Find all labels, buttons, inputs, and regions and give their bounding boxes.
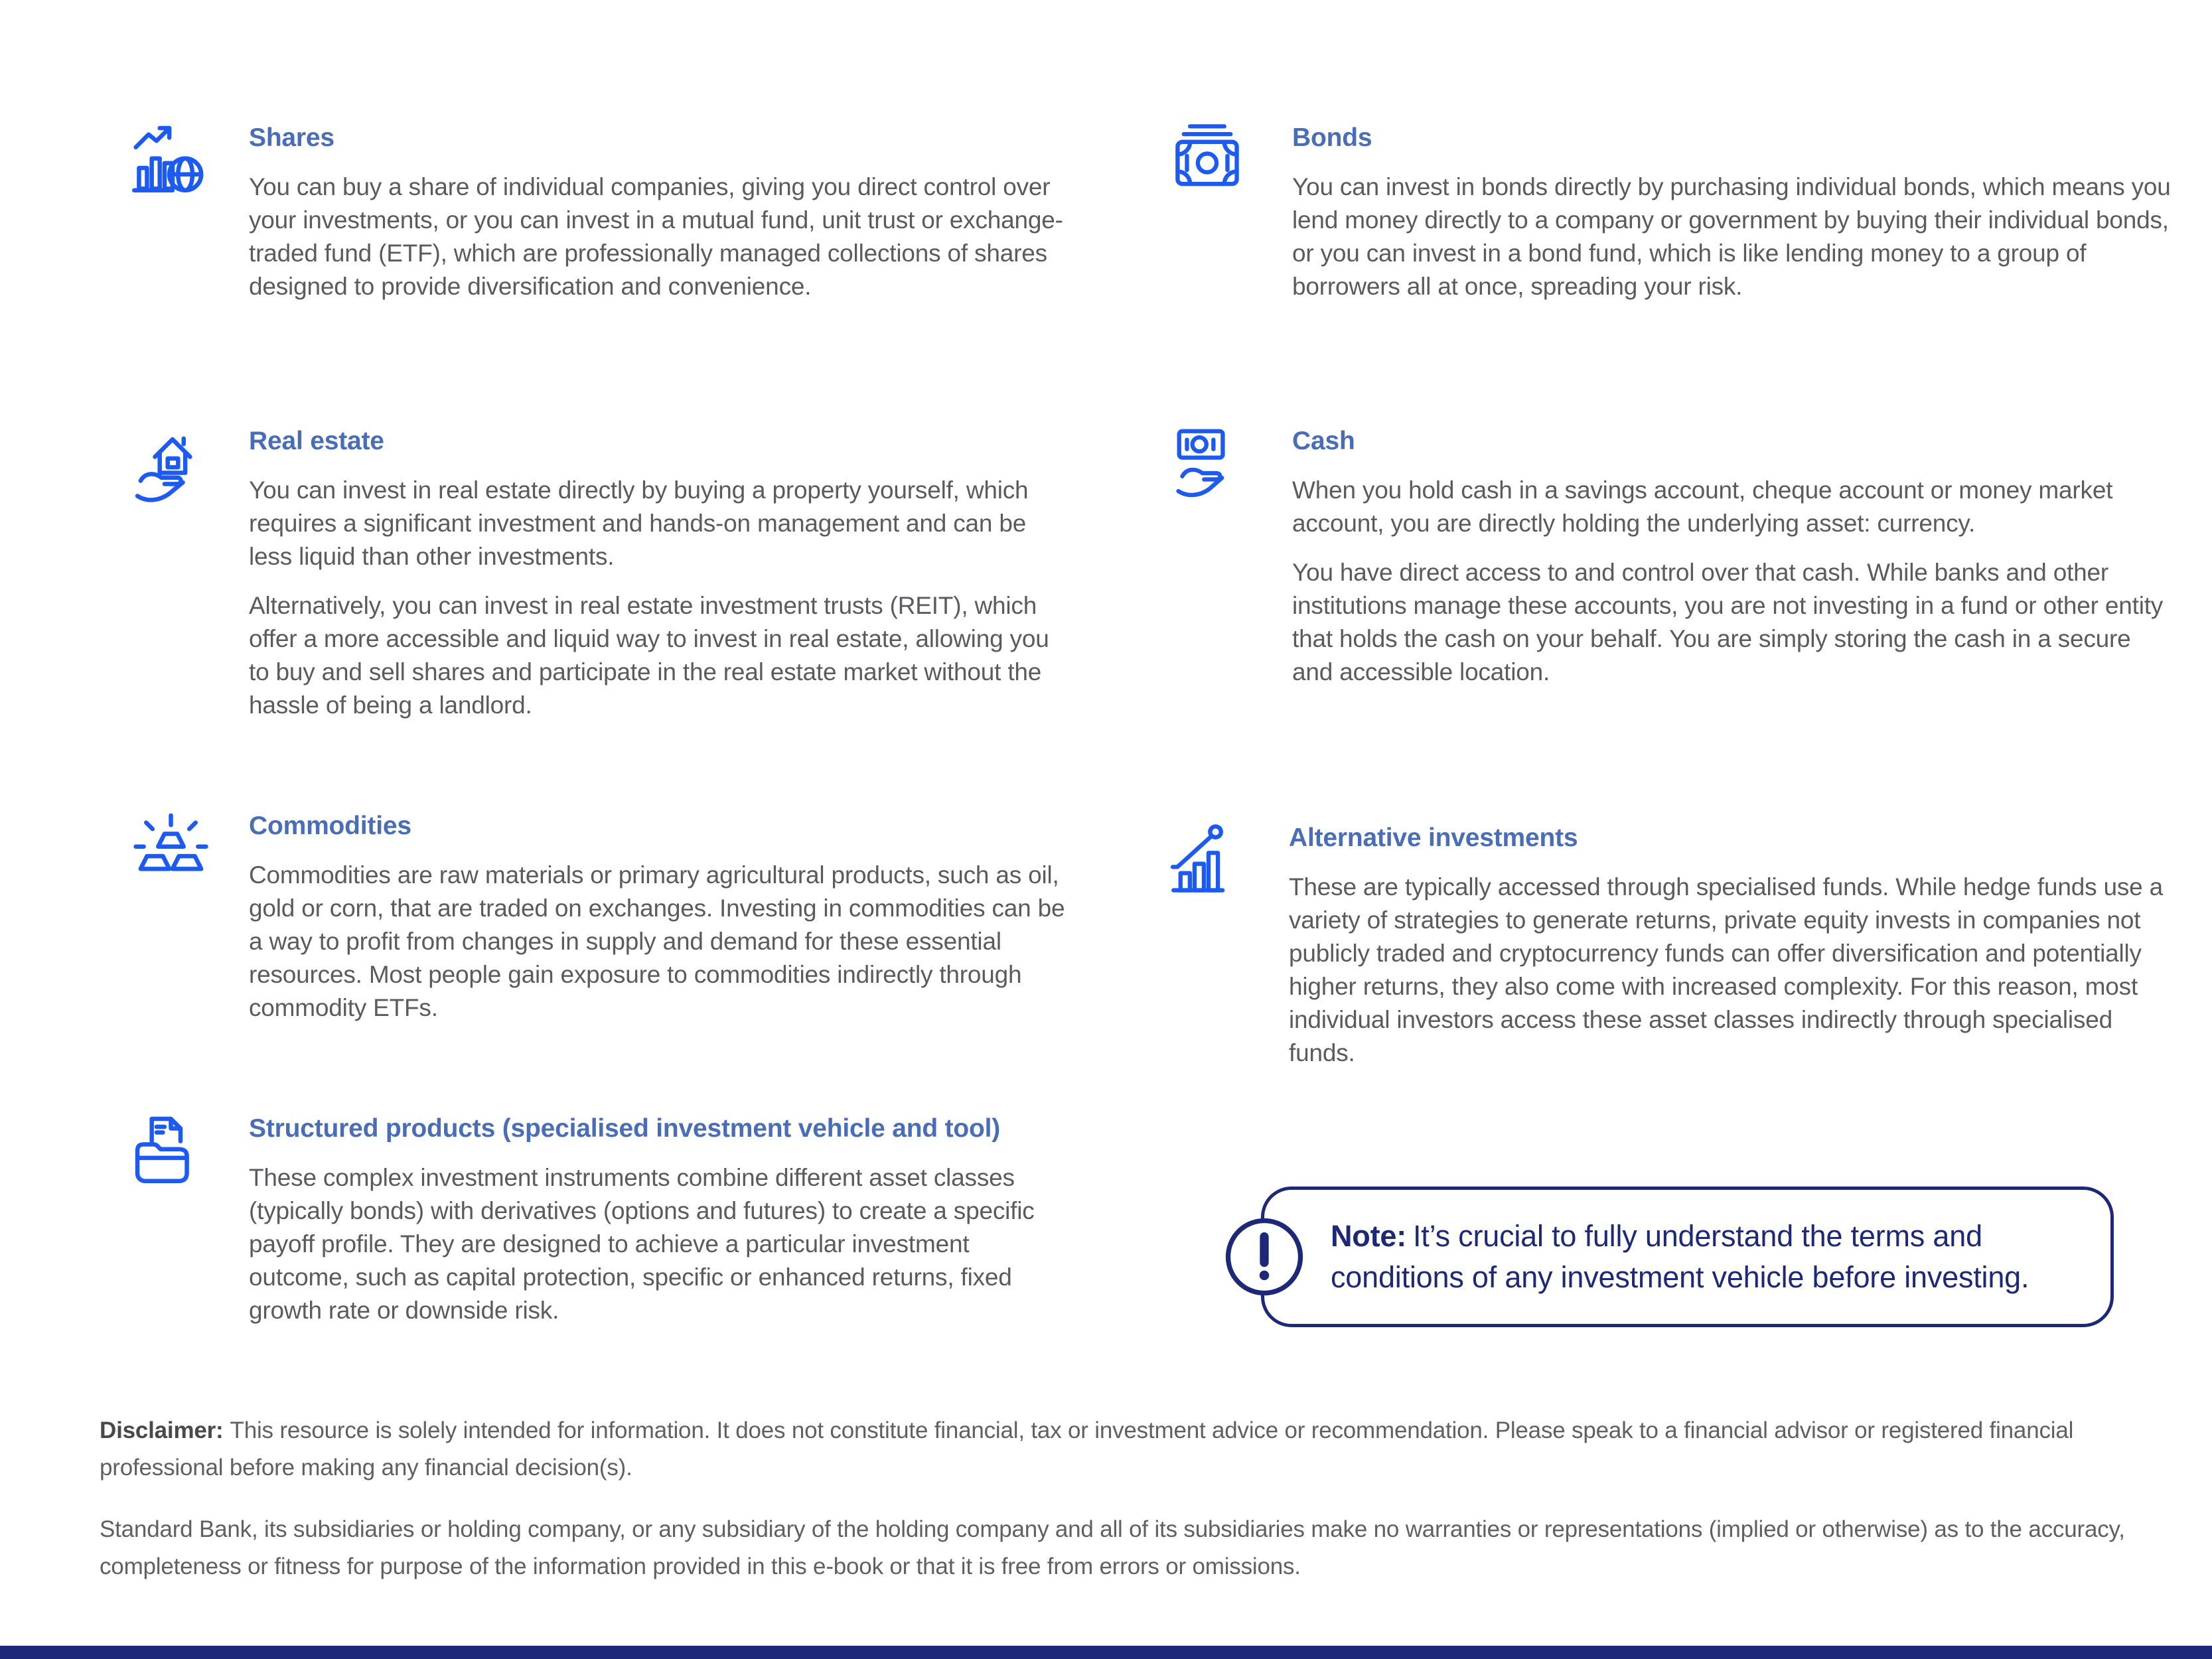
section-paragraph: You can invest in bonds directly by purchasing individual bonds, which means you lend money directly to a company or government by buying their individual bonds, or you can invest in a bond fund, which is like lending money to a group of borrowers all at once, spreading your risk. bbox=[1292, 173, 2171, 300]
section-title: Commodities bbox=[249, 812, 411, 840]
note-callout bbox=[1261, 1187, 2114, 1327]
gold-bars-icon bbox=[129, 808, 212, 891]
footer-bar bbox=[0, 1646, 2212, 1659]
disclaimer-label: Disclaimer: bbox=[100, 1417, 224, 1443]
exclamation-circle-icon bbox=[1222, 1215, 1306, 1299]
banknote-stack-icon bbox=[1171, 120, 1252, 201]
house-in-hand-icon bbox=[129, 423, 212, 506]
section-commodities bbox=[129, 811, 1098, 1025]
section-paragraph: These are typically accessed through specialised funds. While hedge funds use a variety of strategies to generate returns, private equity invests in companies not publicly traded and cryptocurrency funds can offer diversification and potentially higher returns, they also come with increased complexity. For this reason, most individual investors access these asset classes indirectly through specialised funds. bbox=[1289, 873, 2163, 1066]
chart-growth-globe-icon bbox=[129, 120, 212, 203]
section-paragraph: You can invest in real estate directly by buying a property yourself, which requires a significant investment and hands-on management and can be less liquid than other investments. bbox=[249, 476, 1029, 570]
growth-chart-icon bbox=[1168, 820, 1249, 901]
section-paragraph: These complex investment instruments combine different asset classes (typically bonds) with derivatives (options and futures) to create a specific payoff profile. They are designed to achieve a particular investment outcome, such as capital protection, specific or enhanced returns, fixed growth rate or downside risk. bbox=[249, 1164, 1035, 1324]
section-title: Structured products (specialised investment vehicle and tool) bbox=[249, 1114, 1001, 1143]
section-real-estate bbox=[129, 426, 1098, 722]
section-paragraph: When you hold cash in a savings account, cheque account or money market account, you are directly holding the underlying asset: currency. bbox=[1292, 476, 2113, 537]
section-paragraph: Commodities are raw materials or primary agricultural products, such as oil, gold or corn, that are traded on exchanges. Investing in commodities can be a way to profit from changes in supply and demand for these essential resources. Most people gain exposure to commodities indirectly through commodity ETFs. bbox=[249, 861, 1065, 1021]
section-paragraph: You have direct access to and control over that cash. While banks and other institutions manage these accounts, you are not investing in a fund or other entity that holds the cash on your behalf. You are simply storing the cash in a secure and accessible location. bbox=[1292, 559, 2164, 685]
section-title: Cash bbox=[1292, 427, 1355, 455]
disclaimer bbox=[100, 1412, 2154, 1585]
section-bonds bbox=[1171, 123, 2171, 303]
section-title: Real estate bbox=[249, 427, 384, 455]
disclaimer-text-1: This resource is solely intended for information. It does not constitute financial, tax or investment advice or recommendation. Please speak to a financial advisor or registered financial professional before making any financial decision(s). bbox=[100, 1417, 2074, 1480]
section-title: Alternative investments bbox=[1289, 824, 1578, 852]
cash-in-hand-icon bbox=[1171, 423, 1252, 504]
section-shares bbox=[129, 123, 1098, 303]
section-paragraph: Alternatively, you can invest in real estate investment trusts (REIT), which offer a more accessible and liquid way to invest in real estate, allowing you to buy and sell shares and participate in the real estate market without the hassle of being a landlord. bbox=[249, 592, 1049, 719]
disclaimer-paragraph-2: Standard Bank, its subsidiaries or holding company, or any subsidiary of the holding company and all of its subsidiaries make no warranties or representations (implied or otherwise) as to the accuracy, completeness or fitness for purpose of the information provided in this e-book or that it is free from errors or omissions. bbox=[100, 1516, 2125, 1579]
section-alternative-investments bbox=[1168, 823, 2163, 1070]
section-title: Bonds bbox=[1292, 123, 1372, 152]
section-structured-products bbox=[129, 1114, 1098, 1327]
section-paragraph: You can buy a share of individual companies, giving you direct control over your investments, or you can invest in a mutual fund, unit trust or exchange-traded fund (ETF), which are professionally managed collections of shares designed to provide diversification and convenience. bbox=[249, 173, 1063, 300]
section-title: Shares bbox=[249, 123, 334, 152]
note-body: It’s crucial to fully understand the terms and conditions of any investment vehicle before investing. bbox=[1331, 1219, 2029, 1294]
disclaimer-paragraph-1 bbox=[100, 1412, 2154, 1486]
note-label: Note: bbox=[1331, 1219, 1406, 1253]
note-text bbox=[1331, 1216, 2092, 1298]
folder-document-icon bbox=[129, 1111, 212, 1194]
section-cash bbox=[1171, 426, 2164, 689]
